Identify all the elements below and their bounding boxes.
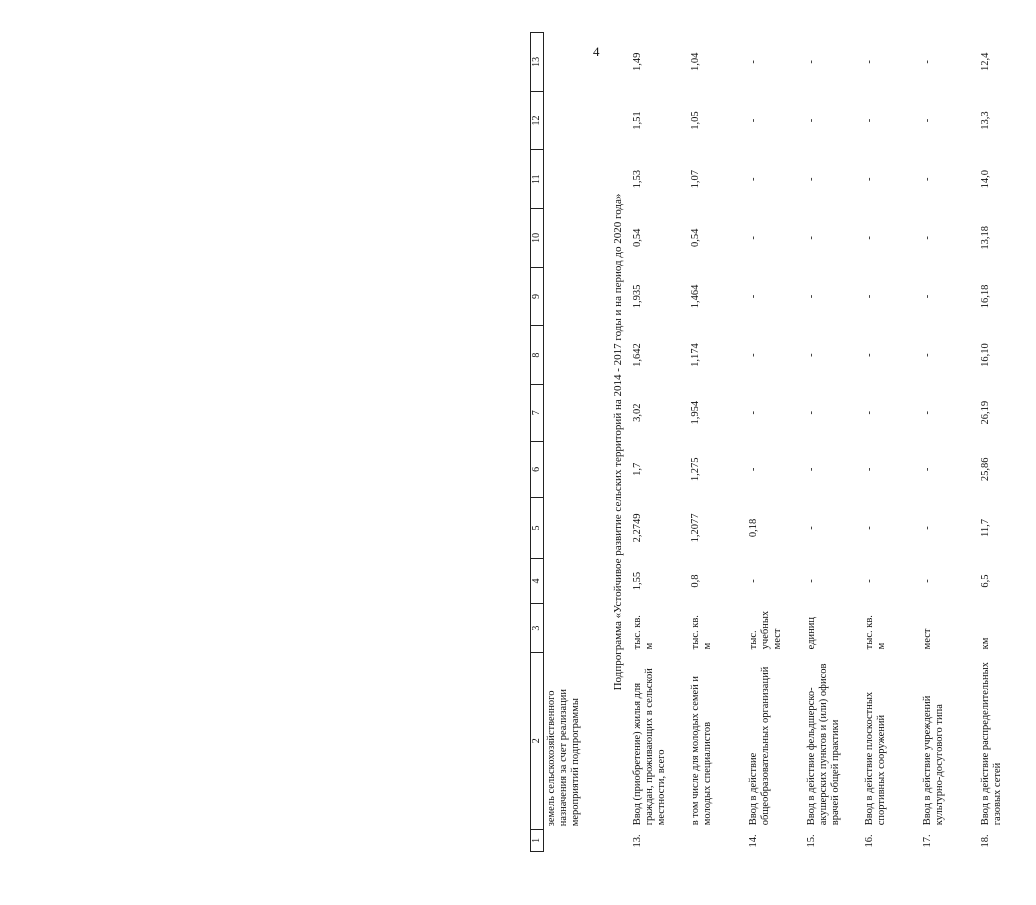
column-number: 8 bbox=[531, 326, 544, 385]
column-number-row bbox=[531, 33, 544, 852]
row-value: - bbox=[922, 410, 934, 415]
indicator-table-sheet bbox=[530, 32, 1004, 852]
table-row bbox=[804, 33, 862, 852]
row-name: Ввод в действие учреждений культурно-досугового типа bbox=[922, 695, 946, 826]
row-value: - bbox=[864, 410, 876, 415]
row-value: 16,18 bbox=[980, 284, 992, 309]
row-unit: км bbox=[980, 637, 992, 650]
row-value: 1,05 bbox=[690, 111, 702, 130]
row-value: - bbox=[806, 410, 818, 415]
row-value: 25,86 bbox=[980, 457, 992, 482]
row-name: Ввод в действие фельдшерско-акушерских пунктов и (или) офисов врачей общей практики bbox=[806, 663, 842, 826]
row-value: 14,0 bbox=[980, 170, 992, 189]
column-number: 10 bbox=[531, 209, 544, 268]
column-number: 13 bbox=[531, 33, 544, 92]
row-value: - bbox=[922, 236, 934, 240]
table-row bbox=[630, 33, 688, 852]
page-number: 4 bbox=[593, 44, 600, 59]
row-value: 13,18 bbox=[980, 226, 992, 250]
row-value: 1,464 bbox=[690, 284, 702, 309]
section-title: Подпрограмма «Устойчивое развитие сельских территорий на 2014 - 2017 годы и на период до 2020 года» bbox=[611, 193, 624, 691]
row-unit: тыс. кв. м bbox=[864, 615, 888, 650]
row-name: Ввод (приобретение) жилья для граждан, проживающих в сельской местности, всего bbox=[632, 668, 668, 826]
row-value: - bbox=[864, 118, 876, 123]
row-value: - bbox=[748, 467, 760, 472]
table-row bbox=[688, 33, 746, 852]
row-name: в том числе для молодых семей и молодых специалистов bbox=[690, 675, 714, 826]
row-value: - bbox=[922, 579, 934, 583]
row-unit: тыс. кв. м bbox=[632, 615, 656, 650]
row-value: - bbox=[748, 410, 760, 415]
column-number: 5 bbox=[531, 498, 544, 559]
row-value: 1,55 bbox=[632, 571, 644, 591]
column-number: 12 bbox=[531, 91, 544, 150]
row-unit: единиц bbox=[806, 616, 818, 650]
row-value: 0,54 bbox=[690, 228, 702, 248]
row-value: - bbox=[864, 579, 876, 583]
row-value: - bbox=[864, 467, 876, 472]
row-value: - bbox=[922, 118, 934, 123]
row-value: 0,54 bbox=[632, 228, 644, 248]
column-number: 11 bbox=[531, 150, 544, 209]
row-value: - bbox=[864, 236, 876, 240]
row-value: 13,3 bbox=[980, 111, 992, 130]
row-unit: тыс. учебных мест bbox=[748, 610, 784, 650]
row-value: - bbox=[806, 353, 818, 357]
column-number: 2 bbox=[531, 652, 544, 829]
column-number: 7 bbox=[531, 384, 544, 441]
row-value: - bbox=[748, 177, 760, 181]
row-value: - bbox=[922, 177, 934, 181]
row-value: - bbox=[748, 60, 760, 64]
row-index bbox=[543, 829, 606, 851]
row-value: 2,2749 bbox=[632, 513, 644, 543]
row-value: - bbox=[806, 579, 818, 583]
row-value: 16,10 bbox=[980, 343, 992, 367]
row-index: 17. bbox=[922, 834, 934, 848]
continued-row bbox=[543, 33, 606, 852]
row-name: земель сельскохозяйственного назначения за счет реализации мероприятий подпрограммы bbox=[545, 688, 581, 827]
row-value: - bbox=[748, 353, 760, 357]
row-value: 1,275 bbox=[690, 457, 702, 482]
row-index: 15. bbox=[806, 834, 818, 848]
row-value: 1,935 bbox=[632, 284, 644, 309]
row-name: Ввод в действие распределительных газовых сетей bbox=[980, 662, 1004, 826]
row-name: Ввод в действие плоскостных спортивных сооружений bbox=[864, 691, 888, 826]
row-value: - bbox=[748, 118, 760, 123]
row-value: 1,954 bbox=[690, 400, 702, 425]
row-value: - bbox=[864, 294, 876, 299]
column-number: 4 bbox=[531, 558, 544, 604]
column-number: 1 bbox=[531, 829, 544, 851]
row-value: 1,7 bbox=[632, 462, 644, 476]
row-value: 1,2077 bbox=[690, 513, 702, 543]
row-index: 18. bbox=[980, 834, 992, 848]
row-value: - bbox=[806, 236, 818, 240]
row-value: 1,07 bbox=[690, 170, 702, 189]
row-unit: мест bbox=[922, 628, 934, 650]
row-value: 1,51 bbox=[632, 111, 644, 130]
row-value: 1,174 bbox=[690, 343, 702, 367]
row-value: - bbox=[864, 526, 876, 530]
column-number: 9 bbox=[531, 267, 544, 326]
row-value: 11,7 bbox=[980, 518, 992, 537]
row-value: 12,4 bbox=[980, 52, 992, 72]
row-value: - bbox=[806, 60, 818, 64]
row-value: - bbox=[748, 294, 760, 299]
row-value: - bbox=[806, 294, 818, 299]
section-row bbox=[606, 33, 631, 852]
row-value: - bbox=[922, 467, 934, 472]
row-name: Ввод в действие общеобразовательных организаций bbox=[748, 666, 772, 826]
row-value: 0,18 bbox=[748, 518, 760, 538]
column-number: 3 bbox=[531, 604, 544, 653]
row-index: 13. bbox=[632, 834, 644, 848]
row-value: 3,02 bbox=[632, 403, 644, 422]
row-value: 26,19 bbox=[980, 400, 992, 425]
row-index bbox=[688, 829, 746, 851]
row-value: 1,53 bbox=[632, 170, 644, 189]
row-value: 1,49 bbox=[632, 52, 644, 72]
row-value: - bbox=[922, 294, 934, 299]
column-number: 6 bbox=[531, 441, 544, 498]
table-row bbox=[862, 33, 920, 852]
row-value: - bbox=[806, 526, 818, 530]
row-unit: тыс. кв. м bbox=[690, 615, 714, 650]
row-value: - bbox=[922, 526, 934, 530]
row-value: - bbox=[864, 60, 876, 64]
row-value: 1,642 bbox=[632, 343, 644, 367]
table-row bbox=[746, 33, 804, 852]
row-value: - bbox=[922, 60, 934, 64]
row-value: 6,5 bbox=[980, 574, 992, 588]
row-value: - bbox=[922, 353, 934, 357]
row-index: 14. bbox=[748, 834, 760, 848]
row-value: - bbox=[748, 236, 760, 240]
row-value: - bbox=[864, 353, 876, 357]
indicator-table bbox=[530, 32, 1036, 852]
row-value: 0,8 bbox=[690, 574, 702, 588]
row-value: - bbox=[806, 177, 818, 181]
row-value: - bbox=[748, 579, 760, 583]
table-row bbox=[920, 33, 978, 852]
table-row bbox=[978, 33, 1036, 852]
row-value: - bbox=[864, 177, 876, 181]
row-value: - bbox=[806, 467, 818, 472]
row-value: 1,04 bbox=[690, 52, 702, 72]
row-value: - bbox=[806, 118, 818, 123]
row-index: 16. bbox=[864, 834, 876, 848]
